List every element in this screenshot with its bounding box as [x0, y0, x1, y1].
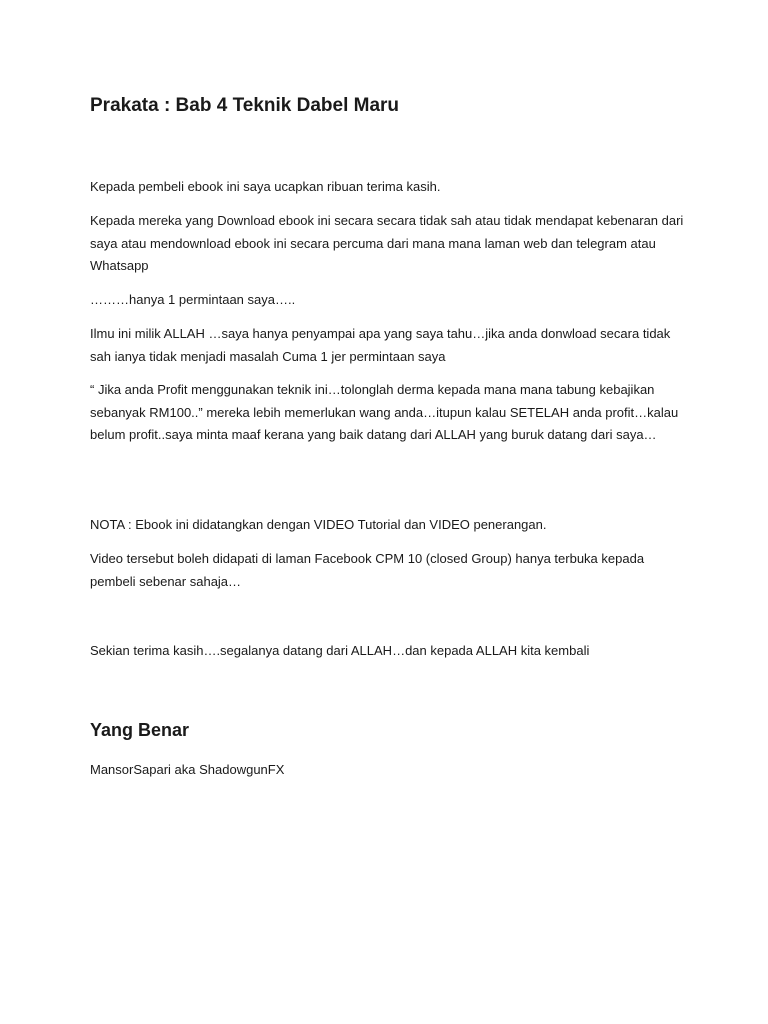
- paragraph-request: ………hanya 1 permintaan saya…..: [90, 292, 296, 307]
- paragraph-closing-thanks: Sekian terima kasih….segalanya datang dari ALLAH…dan kepada ALLAH kita kembali: [90, 643, 590, 658]
- paragraph-ilmu: Ilmu ini milik ALLAH …saya hanya penyampai apa yang saya tahu…jika anda donwload secara tidak sah ianya tidak menjadi masalah Cuma 1 jer permintaan saya: [90, 326, 671, 364]
- paragraph-nota: NOTA : Ebook ini didatangkan dengan VIDEO Tutorial dan VIDEO penerangan.: [90, 517, 547, 532]
- closing-heading: Yang Benar: [90, 720, 190, 740]
- paragraph-video: Video tersebut boleh didapati di laman Facebook CPM 10 (closed Group) hanya terbuka kepada pembeli sebenar sahaja…: [90, 551, 645, 589]
- paragraph-download-notice: Kepada mereka yang Download ebook ini secara secara tidak sah atau tidak mendapat kebenaran dari saya atau mendownload ebook ini secara percuma dari mana mana laman web dan telegram atau Whatsapp: [90, 213, 684, 273]
- signature: MansorSapari aka ShadowgunFX: [90, 762, 285, 777]
- paragraph-profit-donation: “ Jika anda Profit menggunakan teknik ini…tolonglah derma kepada mana mana tabung kebajikan sebanyak RM100..” mereka lebih memerlukan wang anda…itupun kalau SETELAH anda profit…kalau belum profit..saya minta maaf kerana yang baik datang dari ALLAH yang buruk datang dari saya…: [90, 382, 679, 442]
- paragraph-thanks: Kepada pembeli ebook ini saya ucapkan ribuan terima kasih.: [90, 179, 441, 194]
- page-title: Prakata : Bab 4 Teknik Dabel Maru: [90, 95, 400, 116]
